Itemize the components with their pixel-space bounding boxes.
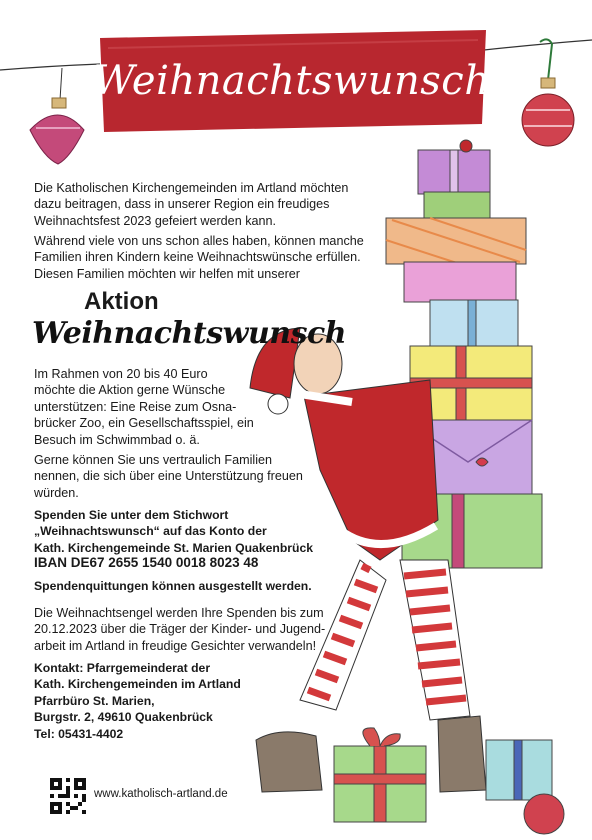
text-line: Besuch im Schwimmbad o. ä.	[34, 432, 200, 447]
ornament-right-icon	[522, 39, 574, 146]
closing-paragraph	[34, 605, 325, 654]
intro-paragraph-2	[34, 233, 364, 282]
text-line: möchte die Aktion gerne Wünsche	[34, 383, 226, 398]
aktion-heading: Aktion	[84, 288, 159, 315]
text-line: Im Rahmen von 20 bis 40 Euro	[34, 367, 208, 381]
receipts-note: Spendenquittungen können ausgestellt werden.	[34, 579, 312, 593]
text-line: dazu beitragen, dass in unserer Region ein freudiges	[34, 197, 330, 212]
text-line: Diesen Familien möchten wir helfen mit unserer	[34, 266, 300, 281]
text-line: Gerne können Sie uns vertraulich Familien	[34, 453, 273, 467]
iban-text: IBAN DE67 2655 1540 0018 8023 48	[34, 555, 259, 570]
website-link[interactable]: www.katholisch-artland.de	[94, 788, 228, 800]
details-paragraph-2	[34, 452, 303, 501]
contact-block	[34, 660, 241, 742]
text-line: brücker Zoo, ein Gesellschaftsspiel, ein	[34, 416, 254, 431]
ornament-left-icon	[30, 68, 84, 164]
text-line: Die Weihnachtsengel werden Ihre Spenden bis zum	[34, 606, 324, 620]
text-line: Weihnachtsfest 2023 gefeiert werden kann.	[34, 213, 276, 228]
text-line: Spenden Sie unter dem Stichwort	[34, 508, 229, 522]
text-line: Kath. Kirchengemeinden im Artland	[34, 677, 241, 692]
aktion-script-title: Weihnachtswunsch	[32, 316, 347, 351]
text-line: Kontakt: Pfarrgemeinderat der	[34, 661, 211, 675]
text-line: Familien ihren Kindern keine Weihnachtswünsche erfüllen.	[34, 250, 361, 265]
text-line: 20.12.2023 über die Träger der Kinder- und Jugend-	[34, 622, 326, 637]
details-paragraph-1	[34, 366, 254, 448]
text-line: arbeit im Artland in freudige Gesichter verwandeln!	[34, 638, 317, 653]
text-line: würden.	[34, 485, 79, 500]
text-line: „Weihnachtswunsch“ auf das Konto der	[34, 524, 267, 539]
text-line: Tel: 05431-4402	[34, 726, 124, 741]
text-line: Die Katholischen Kirchengemeinden im Artland möchten	[34, 181, 349, 195]
donation-instructions	[34, 507, 313, 556]
text-line: Während viele von uns schon alles haben, können manche	[34, 234, 364, 248]
text-line: nennen, die sich über eine Unterstützung freuen	[34, 469, 303, 484]
banner-title: Weihnachtswunsch	[93, 58, 491, 104]
text-line: unterstützen: Eine Reise zum Osna-	[34, 399, 237, 414]
text-line: Burgstr. 2, 49610 Quakenbrück	[34, 710, 213, 725]
text-line: Pfarrbüro St. Marien,	[34, 693, 155, 708]
intro-paragraph-1	[34, 180, 348, 229]
text-line: Kath. Kirchengemeinde St. Marien Quakenbrück	[34, 540, 314, 555]
qr-code-icon[interactable]	[50, 778, 86, 814]
